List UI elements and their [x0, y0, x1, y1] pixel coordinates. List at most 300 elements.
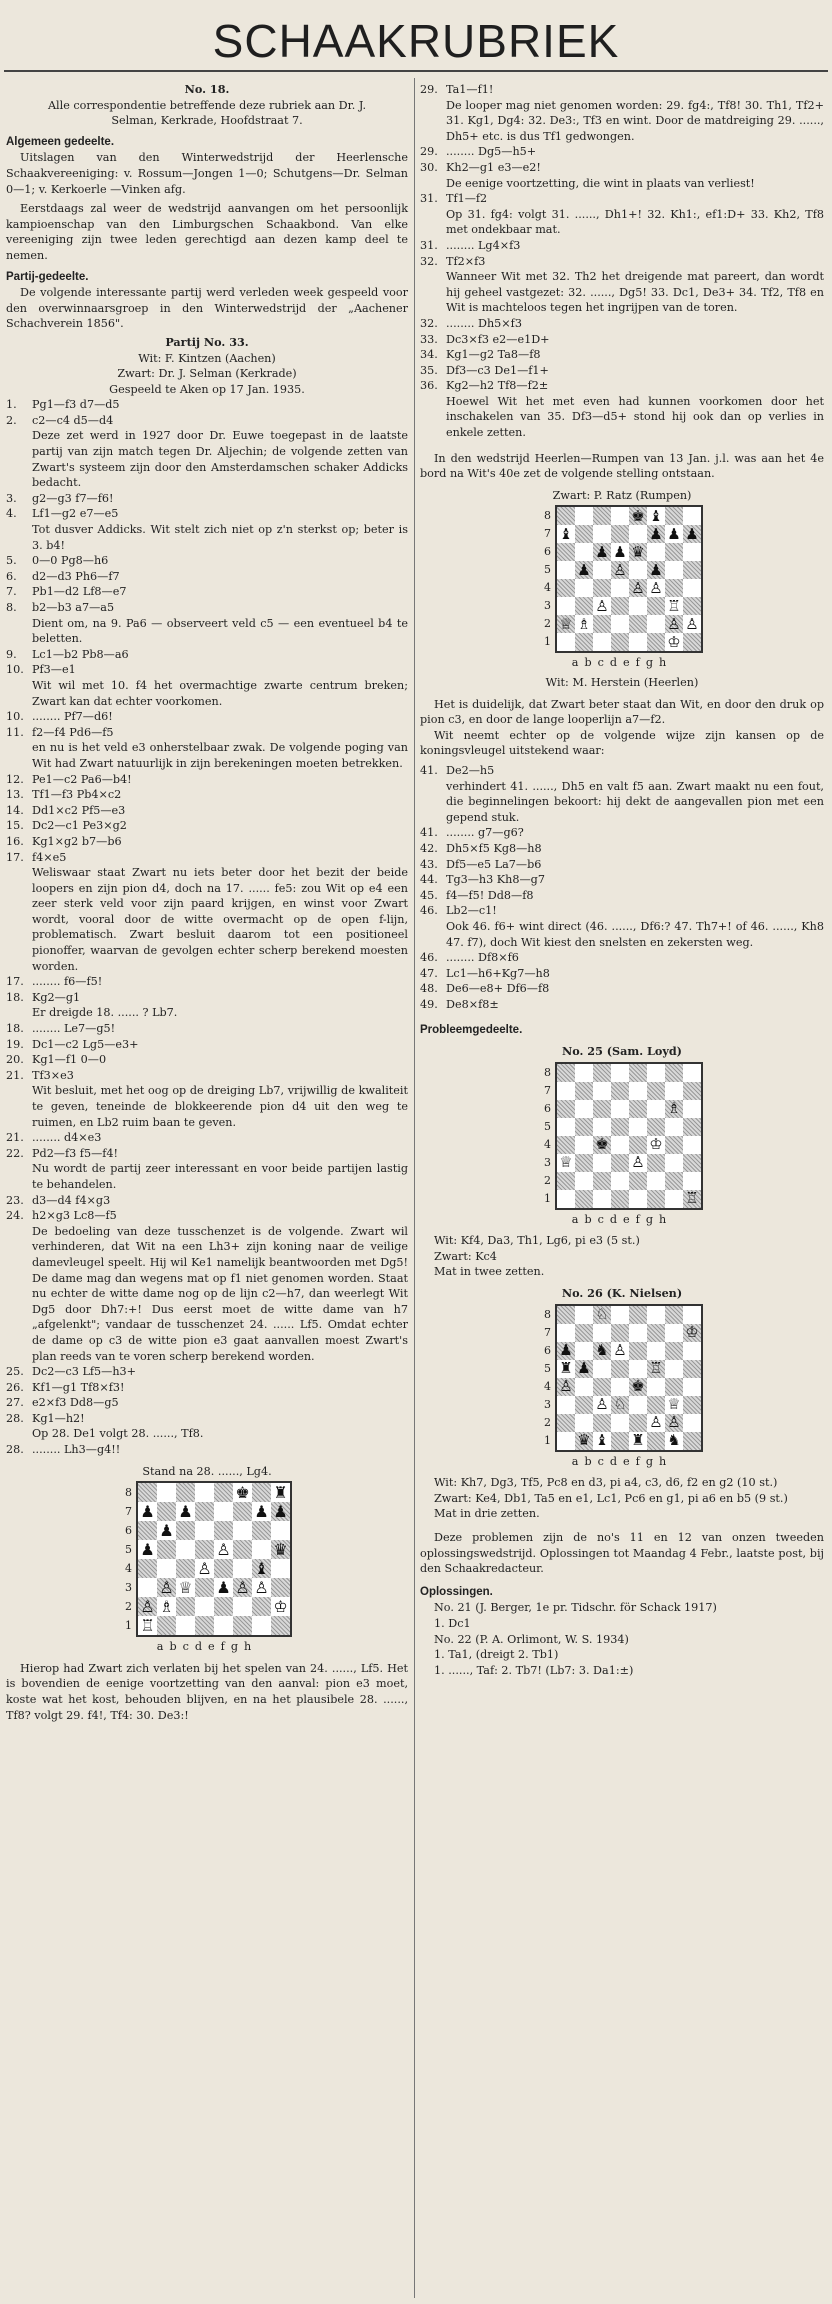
board-square: [195, 1616, 214, 1635]
board-square: [593, 597, 611, 615]
rank-label: 3: [544, 599, 551, 613]
board-square: [647, 615, 665, 633]
move-comment: Weliswaar staat Zwart nu iets beter door het bezit der beide loopers en zijn pion d4, doch na 17. ...... fe5: zou Wit op e4 een zeer sterk veld voor zijn paard krijgen, en winst voor Zwart wordt, vooral door de witte overmacht op de open f-lijn, problematisch. Zwart besluit daarom tot een positioneel pionoffer, waarvan de gevolgen echter scherp berekend moesten worden.: [32, 866, 408, 973]
move-line: [420, 966, 824, 982]
board-square: [557, 1136, 575, 1154]
board-square: [683, 615, 701, 633]
board-square: [557, 633, 575, 651]
file-labels: abcdefgh: [156, 1640, 258, 1654]
board-square: [575, 1360, 593, 1378]
board-square: [176, 1559, 195, 1578]
move-text: Ta1—f1!: [446, 83, 494, 96]
move-line: [420, 841, 824, 857]
move-comment: Wanneer Wit met 32. Th2 het dreigende mat pareert, dan wordt hij geheel vastgezet: 32. ......, Dg5! 33. Dc1, De3+ 34. Tf2, Tf8 en Wit is machteloos tegen het ingrijpen van de toren.: [446, 270, 824, 315]
board-square: [557, 1342, 575, 1360]
board-square: [252, 1521, 271, 1540]
move-text: Dc3×f3 e2—e1D+: [446, 332, 550, 346]
chess-piece-icon: ♙: [254, 1577, 269, 1597]
chess-board: [555, 1062, 703, 1210]
move-line: [6, 1208, 408, 1224]
chess-piece-icon: ♖: [140, 1615, 155, 1635]
rank-label: 3: [544, 1155, 551, 1169]
chess-piece-icon: ♟: [254, 1501, 269, 1521]
rank-label: 2: [544, 1173, 551, 1187]
chess-piece-icon: ♙: [667, 1413, 681, 1432]
board-square: [629, 507, 647, 525]
move-comment: Op 31. fg4: volgt 31. ......, Dh1+! 32. Kh1:, ef1:D+ 33. Kh2, Tf8 met ondekbaar mat.: [446, 207, 824, 237]
move-line: [420, 254, 824, 270]
board-square: [176, 1540, 195, 1559]
diagram-caption: Stand na 28. ......, Lg4.: [142, 1464, 272, 1478]
board-square: [665, 525, 683, 543]
mid-paragraph: In den wedstrijd Heerlen—Rumpen van 13 Jan. j.l. was aan het 4e bord na Wit's 40e zet de volgende stelling ontstaan.: [420, 451, 824, 481]
solution-line: No. 21 (J. Berger, 1e pr. Tidschr. för Schack 1917): [434, 1601, 717, 1615]
chess-piece-icon: ♕: [178, 1577, 193, 1597]
rank-label: 6: [544, 545, 551, 559]
move-text: ........ d4×e3: [32, 1131, 102, 1145]
chess-piece-icon: ♝: [649, 506, 663, 525]
board-square: [629, 543, 647, 561]
board-square: [557, 1414, 575, 1432]
board-square: [629, 633, 647, 651]
board-square: [557, 561, 575, 579]
board-square: [647, 1100, 665, 1118]
rank-label: 3: [125, 1581, 132, 1595]
board-square: [557, 1082, 575, 1100]
chess-piece-icon: ♝: [559, 524, 573, 543]
move-number: 10.: [6, 663, 24, 677]
board-square: [252, 1483, 271, 1502]
played-at: Gespeeld te Aken op 17 Jan. 1935.: [109, 382, 305, 396]
left-column: [6, 82, 408, 1723]
move-number: 21.: [6, 1131, 24, 1145]
move-number: 4.: [6, 507, 17, 521]
algemeen-p2: Eerstdaags zal weer de wedstrijd aanvangen om het persoonlijk kampioenschap van den Limburgschen Schaakbond. Van elke vereeniging zijn twee leden gerechtigd aan dezen kamp deel te nemen.: [6, 202, 408, 262]
board-square: [157, 1502, 176, 1521]
rank-label: 1: [125, 1619, 132, 1633]
board-square: [214, 1616, 233, 1635]
move-number: 28.: [6, 1443, 24, 1457]
board-square: [611, 1082, 629, 1100]
board-square: [575, 1190, 593, 1208]
chess-piece-icon: ♙: [595, 1395, 609, 1414]
problem-25-zwart: Zwart: Kc4: [434, 1249, 497, 1263]
board-square: [557, 1118, 575, 1136]
board-square: [176, 1616, 195, 1635]
move-text: b2—b3 a7—a5: [32, 601, 115, 614]
board-square: [575, 633, 593, 651]
board-square: [593, 1378, 611, 1396]
chess-piece-icon: ♟: [140, 1501, 155, 1521]
board-square: [647, 1064, 665, 1082]
board-square: [683, 1342, 701, 1360]
board-square: [157, 1540, 176, 1559]
board-square: [233, 1521, 252, 1540]
board-square: [629, 597, 647, 615]
board-square: [557, 1100, 575, 1118]
board-square: [557, 1306, 575, 1324]
partij-heading: Partij-gedeelte.: [6, 270, 89, 283]
diagram-bottom-label: Wit: M. Herstein (Heerlen): [545, 676, 699, 690]
move-number: 43.: [420, 857, 438, 871]
tail-paragraph: Hierop had Zwart zich verlaten bij het spelen van 24. ......, Lf5. Het is bovendien de eenige voortzetting van den aanval: pion e3 moet, koste wat het kost, behouden blijven, en na het plausibele 28. ......, Tf8? volgt 29. f4!, Tf4: 30. De3:!: [6, 1661, 408, 1722]
board-square: [252, 1502, 271, 1521]
move-number: 42.: [420, 841, 438, 855]
rank-label: 5: [544, 1119, 551, 1133]
rank-label: 6: [125, 1524, 132, 1538]
move-comment: Wit besluit, met het oog op de dreiging Lb7, vrijwillig de kwaliteit te geven, teneinde de blokkeerende pion d4 uit den weg te ruimen, en Lb2 ruim baan te geven.: [32, 1084, 408, 1129]
chess-piece-icon: ♙: [595, 596, 609, 615]
move-number: 23.: [6, 1193, 24, 1207]
board-square: [233, 1483, 252, 1502]
problem-note: Deze problemen zijn de no's 11 en 12 van onzen tweeden oplossingswedstrijd. Oplossingen tot Maandag 4 Febr., laatste post, bij den Schaakredacteur.: [420, 1531, 824, 1576]
board-square: [557, 1190, 575, 1208]
chess-piece-icon: ♔: [273, 1596, 288, 1616]
move-line: [420, 872, 824, 888]
board-square: [647, 1136, 665, 1154]
board-square: [575, 1082, 593, 1100]
board-square: [665, 543, 683, 561]
chess-piece-icon: ♜: [631, 1431, 645, 1450]
chess-piece-icon: ♜: [273, 1482, 288, 1502]
move-number: 2.: [6, 413, 17, 427]
chess-piece-icon: ♘: [613, 1395, 627, 1414]
move-comment: De eenige voortzetting, die wint in plaats van verliest!: [446, 176, 755, 190]
move-text: f2—f4 Pd6—f5: [32, 725, 114, 739]
problem-25-mat: Mat in twee zetten.: [434, 1265, 545, 1279]
board-square: [233, 1559, 252, 1578]
board-square: [683, 1136, 701, 1154]
move-line: [6, 1364, 408, 1380]
move-number: 13.: [6, 788, 24, 802]
move-number: 47.: [420, 966, 438, 980]
board-square: [575, 1378, 593, 1396]
board-square: [683, 1118, 701, 1136]
board-square: [665, 1064, 683, 1082]
board-square: [233, 1540, 252, 1559]
chess-piece-icon: ♙: [235, 1577, 250, 1597]
board-square: [683, 1324, 701, 1342]
board-square: [575, 1342, 593, 1360]
problem-26: [420, 1286, 824, 1469]
board-square: [611, 1172, 629, 1190]
board-square: [593, 507, 611, 525]
board-square: [683, 1154, 701, 1172]
move-number: 29.: [420, 145, 438, 159]
board-square: [665, 1100, 683, 1118]
oplossingen-heading: Oplossingen.: [420, 1585, 493, 1598]
board-square: [665, 1154, 683, 1172]
chess-board: [136, 1481, 292, 1637]
move-line: [6, 974, 408, 990]
chess-piece-icon: ♙: [613, 1341, 627, 1360]
move-text: ........ Dg5—h5+: [446, 145, 537, 159]
chess-piece-icon: ♙: [159, 1577, 174, 1597]
problem-25-wit: Wit: Kf4, Da3, Th1, Lg6, pi e3 (5 st.): [434, 1234, 640, 1248]
board-square: [557, 579, 575, 597]
board-square: [176, 1597, 195, 1616]
move-number: 18.: [6, 990, 24, 1004]
move-number: 7.: [6, 585, 17, 599]
board-square: [629, 1172, 647, 1190]
chess-piece-icon: ♙: [649, 578, 663, 597]
board-square: [629, 1414, 647, 1432]
board-square: [647, 1432, 665, 1450]
board-square: [271, 1502, 290, 1521]
move-comment: Dient om, na 9. Pa6 — observeert veld c5 — een eventueel b4 te beletten.: [32, 616, 408, 646]
board-square: [611, 1136, 629, 1154]
move-text: g2—g3 f7—f6!: [32, 491, 114, 505]
board-square: [593, 1118, 611, 1136]
board-square: [665, 1172, 683, 1190]
board-square: [611, 543, 629, 561]
board-square: [557, 1396, 575, 1414]
board-square: [611, 1432, 629, 1450]
move-line: [6, 662, 408, 678]
problem-26-zwart: Zwart: Ke4, Db1, Ta5 en e1, Lc1, Pc6 en g1, pi a6 en b5 (9 st.): [434, 1491, 788, 1505]
move-line: [6, 834, 408, 850]
move-number: 24.: [6, 1209, 24, 1223]
board-square: [593, 1136, 611, 1154]
move-number: 10.: [6, 710, 24, 724]
move-line: [6, 850, 408, 866]
diagram-stand-28: [6, 1464, 408, 1655]
board-square: [557, 507, 575, 525]
chess-piece-icon: ♙: [649, 1413, 663, 1432]
move-comment: Ook 46. f6+ wint direct (46. ......, Df6:? 47. Th7+! of 46. ......, Kh8 47. f7), doch Wit kiest den snelsten en zekersten weg.: [446, 919, 824, 949]
move-text: ........ f6—f5!: [32, 975, 103, 989]
board-square: [647, 597, 665, 615]
move-line: [420, 378, 824, 394]
board-square: [647, 525, 665, 543]
move-text: f4×e5: [32, 850, 67, 864]
board-square: [647, 1306, 665, 1324]
move-line: [6, 413, 408, 429]
right-column: [420, 82, 824, 1678]
board-square: [557, 597, 575, 615]
board-square: [611, 1342, 629, 1360]
board-square: [611, 525, 629, 543]
move-number: 32.: [420, 254, 438, 268]
page-title: SCHAAKRUBRIEK: [212, 15, 620, 67]
board-square: [665, 1306, 683, 1324]
rank-label: 6: [544, 1343, 551, 1357]
move-text: Lb2—c1!: [446, 904, 497, 918]
board-square: [683, 1190, 701, 1208]
move-number: 19.: [6, 1037, 24, 1051]
move-line: [420, 238, 824, 254]
board-square: [214, 1578, 233, 1597]
board-square: [647, 543, 665, 561]
board-square: [233, 1597, 252, 1616]
board-square: [157, 1483, 176, 1502]
rank-label: 4: [544, 581, 551, 595]
rank-label: 8: [125, 1486, 132, 1500]
board-square: [593, 1324, 611, 1342]
board-square: [665, 1342, 683, 1360]
board-square: [611, 1064, 629, 1082]
chess-piece-icon: ♙: [685, 614, 699, 633]
board-square: [575, 1172, 593, 1190]
board-square: [575, 1396, 593, 1414]
rank-label: 6: [544, 1101, 551, 1115]
move-text: Tg3—h3 Kh8—g7: [446, 873, 545, 887]
board-square: [557, 1172, 575, 1190]
move-number: 11.: [6, 725, 24, 739]
board-square: [575, 1414, 593, 1432]
board-square: [665, 633, 683, 651]
board-square: [665, 1082, 683, 1100]
board-square: [629, 1136, 647, 1154]
move-text: 0—0 Pg8—h6: [32, 554, 109, 568]
board-square: [157, 1521, 176, 1540]
board-square: [647, 1172, 665, 1190]
board-square: [611, 1306, 629, 1324]
board-square: [138, 1597, 157, 1616]
move-text: Kg1—h2!: [32, 1411, 85, 1425]
move-number: 49.: [420, 997, 438, 1011]
move-number: 14.: [6, 803, 24, 817]
move-line: [420, 82, 824, 98]
board-square: [233, 1578, 252, 1597]
move-number: 1.: [6, 398, 17, 412]
board-square: [195, 1559, 214, 1578]
problem-26-wit: Wit: Kh7, Dg3, Tf5, Pc8 en d3, pi a4, c3, d6, f2 en g2 (10 st.): [434, 1476, 778, 1490]
board-square: [176, 1578, 195, 1597]
move-line: [6, 1193, 408, 1209]
move-text: e2×f3 Dd8—g5: [32, 1396, 119, 1410]
partij-intro: De volgende interessante partij werd verleden week gespeeld voor den overwinnaarsgroep in den Winterwedstrijd der „Aachener Schachverein 1856".: [6, 286, 408, 331]
move-line: [6, 1442, 408, 1458]
chess-piece-icon: ♔: [685, 1323, 699, 1342]
board-square: [683, 1082, 701, 1100]
board-square: [647, 1190, 665, 1208]
para3: Wit neemt echter op de volgende wijze zijn kansen op de koningsvleugel uitstekend waar:: [420, 728, 824, 758]
move-number: 12.: [6, 772, 24, 786]
board-square: [665, 597, 683, 615]
move-text: ........ Pf7—d6!: [32, 710, 113, 724]
board-square: [647, 561, 665, 579]
chess-piece-icon: ♔: [667, 632, 681, 651]
chess-piece-icon: ♟: [577, 560, 591, 579]
move-number: 26.: [6, 1380, 24, 1394]
move-number: 6.: [6, 569, 17, 583]
move-line: [6, 569, 408, 585]
move-line: [6, 1395, 408, 1411]
rank-label: 5: [544, 563, 551, 577]
board-square: [611, 1360, 629, 1378]
board-square: [629, 1082, 647, 1100]
board-square: [683, 1396, 701, 1414]
board-square: [683, 561, 701, 579]
move-line: [6, 772, 408, 788]
board-square: [611, 597, 629, 615]
board-square: [593, 1414, 611, 1432]
rank-label: 2: [125, 1600, 132, 1614]
move-comment: Deze zet werd in 1927 door Dr. Euwe toegepast in de laatste partij van zijn match tegen Dr. Aljechin; de volgende zetten van Zwart's systeem zijn door den Amsterdamschen schaker Addicks bedacht.: [32, 429, 408, 490]
board-square: [629, 1154, 647, 1172]
chess-piece-icon: ♕: [559, 1153, 573, 1172]
move-text: Lc1—h6+Kg7—h8: [446, 966, 550, 980]
rank-labels: [541, 1062, 551, 1210]
rank-labels: [541, 1304, 551, 1452]
board-square: [252, 1578, 271, 1597]
move-number: 29.: [420, 83, 438, 96]
chess-piece-icon: ♟: [613, 542, 627, 561]
board-square: [647, 1414, 665, 1432]
board-square: [593, 615, 611, 633]
board-square: [252, 1540, 271, 1559]
board-square: [683, 525, 701, 543]
move-line: [420, 332, 824, 348]
chess-piece-icon: ♚: [595, 1135, 609, 1154]
move-line: [6, 397, 408, 413]
board-square: [665, 507, 683, 525]
chess-piece-icon: ♟: [595, 542, 609, 561]
move-text: Dc2—c3 Lf5—h3+: [32, 1365, 137, 1379]
board-square: [629, 1064, 647, 1082]
move-line: [420, 347, 824, 363]
chess-piece-icon: ♙: [631, 578, 645, 597]
algemeen-p1: Uitslagen van den Winterwedstrijd der Heerlensche Schaakvereeniging: v. Rossum—Jongen 1—0; Schutgens—Dr. Selman 0—1; v. Kerkoerle —Vinken afg.: [6, 151, 408, 196]
move-comment: Er dreigde 18. ...... ? Lb7.: [32, 1006, 178, 1020]
board-square: [557, 615, 575, 633]
board-square: [271, 1521, 290, 1540]
move-number: 22.: [6, 1146, 24, 1160]
move-number: 25.: [6, 1365, 24, 1379]
move-line: [6, 1411, 408, 1427]
rank-label: 3: [544, 1397, 551, 1411]
chess-piece-icon: ♟: [140, 1539, 155, 1559]
chess-piece-icon: ♙: [613, 560, 627, 579]
board-square: [575, 1118, 593, 1136]
chess-piece-icon: ♝: [595, 1431, 609, 1450]
board-square: [683, 1414, 701, 1432]
board-square: [647, 1082, 665, 1100]
chess-piece-icon: ♛: [577, 1431, 591, 1450]
move-number: 27.: [6, 1396, 24, 1410]
board-square: [557, 1378, 575, 1396]
board-square: [271, 1483, 290, 1502]
board-square: [683, 633, 701, 651]
board-square: [665, 1118, 683, 1136]
board-square: [575, 543, 593, 561]
move-text: c2—c4 d5—d4: [32, 413, 114, 427]
board-square: [214, 1559, 233, 1578]
move-number: 46.: [420, 951, 438, 965]
chess-piece-icon: ♙: [216, 1539, 231, 1559]
chess-piece-icon: ♗: [577, 614, 591, 633]
board-square: [176, 1483, 195, 1502]
board-square: [611, 1378, 629, 1396]
move-text: Tf1—f3 Pb4×c2: [32, 788, 122, 802]
board-square: [611, 615, 629, 633]
chess-piece-icon: ♖: [685, 1189, 699, 1208]
board-square: [593, 543, 611, 561]
board-square: [157, 1559, 176, 1578]
file-labels: abcdefgh: [571, 656, 673, 670]
rank-label: 4: [125, 1562, 132, 1576]
move-line: [6, 553, 408, 569]
file-labels: abcdefgh: [571, 1454, 673, 1468]
chess-piece-icon: ♟: [159, 1520, 174, 1540]
board-square: [611, 1100, 629, 1118]
move-line: [420, 763, 824, 779]
board-square: [195, 1597, 214, 1616]
move-text: Kg2—h2 Tf8—f2±: [446, 379, 549, 393]
move-text: Dc1—c2 Lg5—e3+: [32, 1037, 139, 1051]
board-square: [629, 561, 647, 579]
